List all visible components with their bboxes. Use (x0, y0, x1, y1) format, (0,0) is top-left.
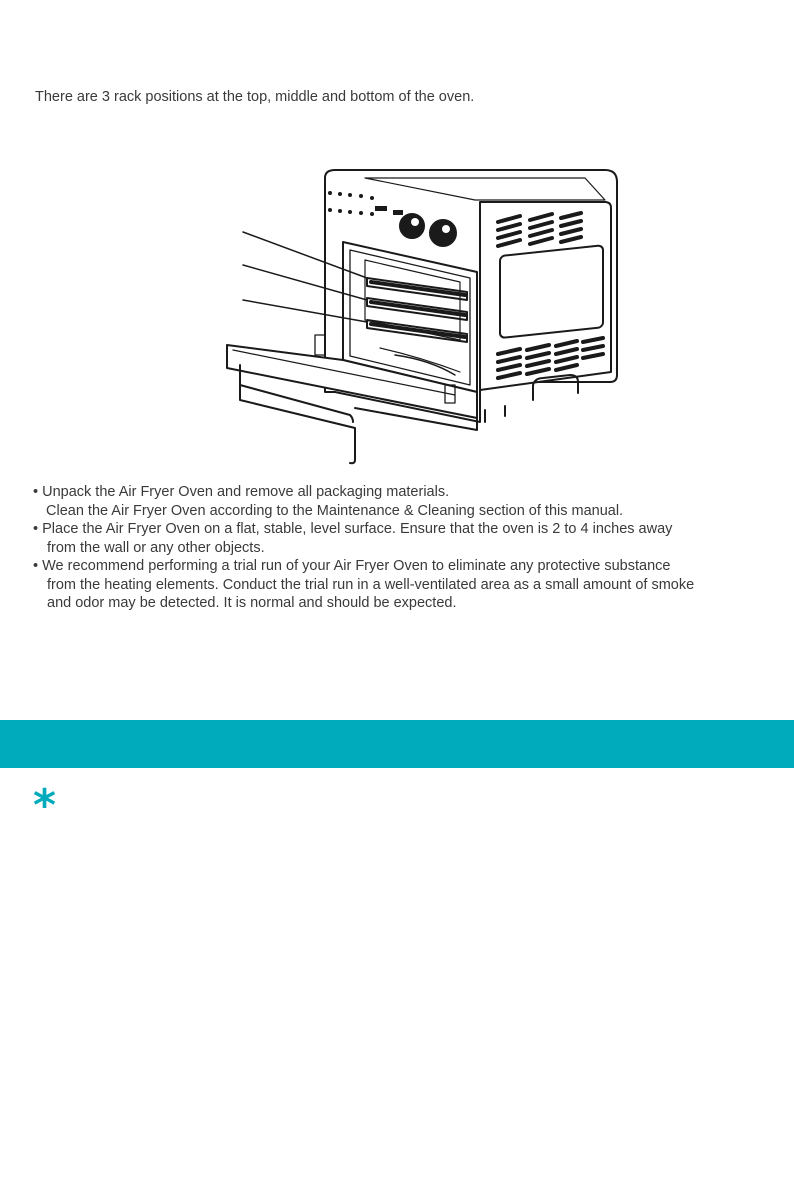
list-item (33, 483, 773, 520)
air-fryer-oven-illustration (215, 160, 625, 465)
bullet-marker: • (33, 521, 39, 537)
bullet-marker: • (33, 484, 39, 500)
setup-instructions-list (33, 483, 773, 613)
intro-text: There are 3 rack positions at the top, middle and bottom of the oven. (35, 89, 475, 105)
bullet-text-line: We recommend performing a trial run of your Air Fryer Oven to eliminate any protective substance (42, 558, 671, 574)
list-item (33, 557, 773, 613)
bullet-text-line: Unpack the Air Fryer Oven and remove all packaging materials. (42, 484, 450, 500)
bullet-text-line: Clean the Air Fryer Oven according to the Maintenance & Cleaning section of this manual. (46, 502, 624, 519)
bullet-text-line: from the heating elements. Conduct the trial run in a well-ventilated area as a small amount of smoke (47, 576, 695, 593)
section-header-band (0, 720, 794, 768)
bullet-text-line: from the wall or any other objects. (47, 539, 265, 556)
bullet-text-line: and odor may be detected. It is normal and should be expected. (47, 595, 457, 611)
bullet-marker: • (33, 558, 39, 574)
bullet-text-line: Place the Air Fryer Oven on a flat, stable, level surface. Ensure that the oven is 2 to 4 inches away (42, 521, 673, 537)
note-asterisk: * (33, 780, 57, 831)
list-item (33, 520, 773, 557)
